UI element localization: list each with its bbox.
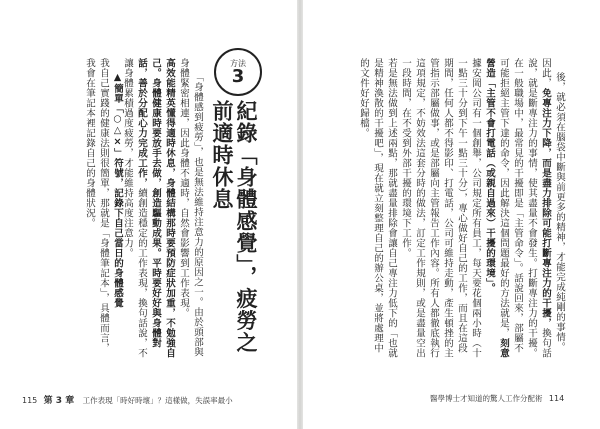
paragraph: 據安岡公司有一個創舉，公司規定所有員工，每天要花個兩小時（十一點三十分到 — [456, 58, 481, 358]
page-gutter — [297, 0, 303, 429]
left-footer — [22, 393, 233, 406]
subheading: ▲簡單「○△×」符號，記錄下自己當日的身體感覺 — [112, 72, 123, 309]
right-footer — [430, 393, 564, 404]
paragraph: 斷專注力的事情，使其盡量不會發生。打斷專注力的干擾。 — [526, 98, 537, 358]
running-title: 醫學博士才知道的驚人工作分配術 — [430, 394, 543, 403]
paragraph: 擾吧」，現在就立刻整理自己的辦公桌，並將處理中的文件好好歸檔。 — [358, 58, 383, 354]
paragraph: 續創造穩定的工作表現，換句話說，不讓身體累積過度疲勞，才能維持高度注意力。 — [122, 58, 147, 358]
paragraph-emphasis: 要放手去做，創造驅動成果。平時要好好與身體對話，善於分配心力完成工作， — [136, 58, 161, 348]
running-title: 工作表現「時好時壞」？這樣做，失誤率最小 — [82, 396, 233, 405]
paragraph-emphasis: 刻意營造「主管不會打電話（或親自過來）干擾的環境」。 — [484, 58, 509, 358]
paragraph: 換句話說，就是 — [526, 58, 551, 358]
paragraph: 下午一點三十分），專心做好自己的工作，而且在這段期間，任何人都不得影印、打電 — [442, 58, 467, 354]
method-number: 3 — [231, 65, 245, 87]
right-page-body — [325, 58, 580, 358]
method-badge — [214, 48, 262, 96]
paragraph: 在一般職場中，最常見的干擾即是「主管命令」。話說回來，部屬不可能 — [498, 58, 523, 354]
paragraph-emphasis: 免專注力下降，而是盡力排除可能打斷專注力的干擾， — [540, 88, 551, 328]
page-number: 114 — [548, 394, 565, 403]
paragraph: 拒絕主管下達的命令，因此解決這個問題最好的方法就是， — [498, 78, 509, 338]
paragraph: 我自己實踐的健康法則很簡單，那就是「身體筆記本」，具體而言，我會在筆記本裡記錄自己 — [84, 58, 109, 354]
chapter-label: 第 3 章 — [43, 396, 75, 406]
page-number: 115 — [22, 396, 38, 405]
paragraph: 時間，在不受到外部干擾的環境下工作。 — [400, 78, 411, 258]
method-label: 方法 — [230, 58, 246, 68]
paragraph: 的身體狀況。 — [84, 168, 95, 228]
paragraph: 後，就必須在腦袋中斷與前更多的精神，才能完成純剛的事情。因此， — [540, 58, 565, 353]
section-title: 紀錄「身體感覺」，疲勞之前適時休息 — [210, 100, 258, 354]
paragraph-emphasis: 高效能精英懂得適時休息，身體結構那時要預防症狀加重，不勉強自己。身體健康時 — [150, 58, 175, 358]
paragraph: 話，公司可維持走動，產生頓挫的主管指示部屬做事，或是部屬向主管報告工作內容。所 — [428, 58, 453, 358]
paragraph: 有人都徹底執行這項規定，不妨效法這套分時的做法，訂定工作規則，或是盡量空出一段 — [400, 58, 439, 358]
left-page-body-a — [122, 58, 218, 358]
paragraph: 若是無法做到上述兩點，那就盡量排除會讓自己專注力低下的「也就是精神渙散的干 — [372, 58, 397, 358]
paragraph: 此身體不適時，自然會影響到工作表現。 — [178, 138, 189, 318]
left-page-body-b — [60, 58, 138, 358]
paragraph: 「身體感到疲勞」，也是無法維持注意力的原因之一。由於頭部與身體緊密相連，因 — [178, 58, 203, 358]
